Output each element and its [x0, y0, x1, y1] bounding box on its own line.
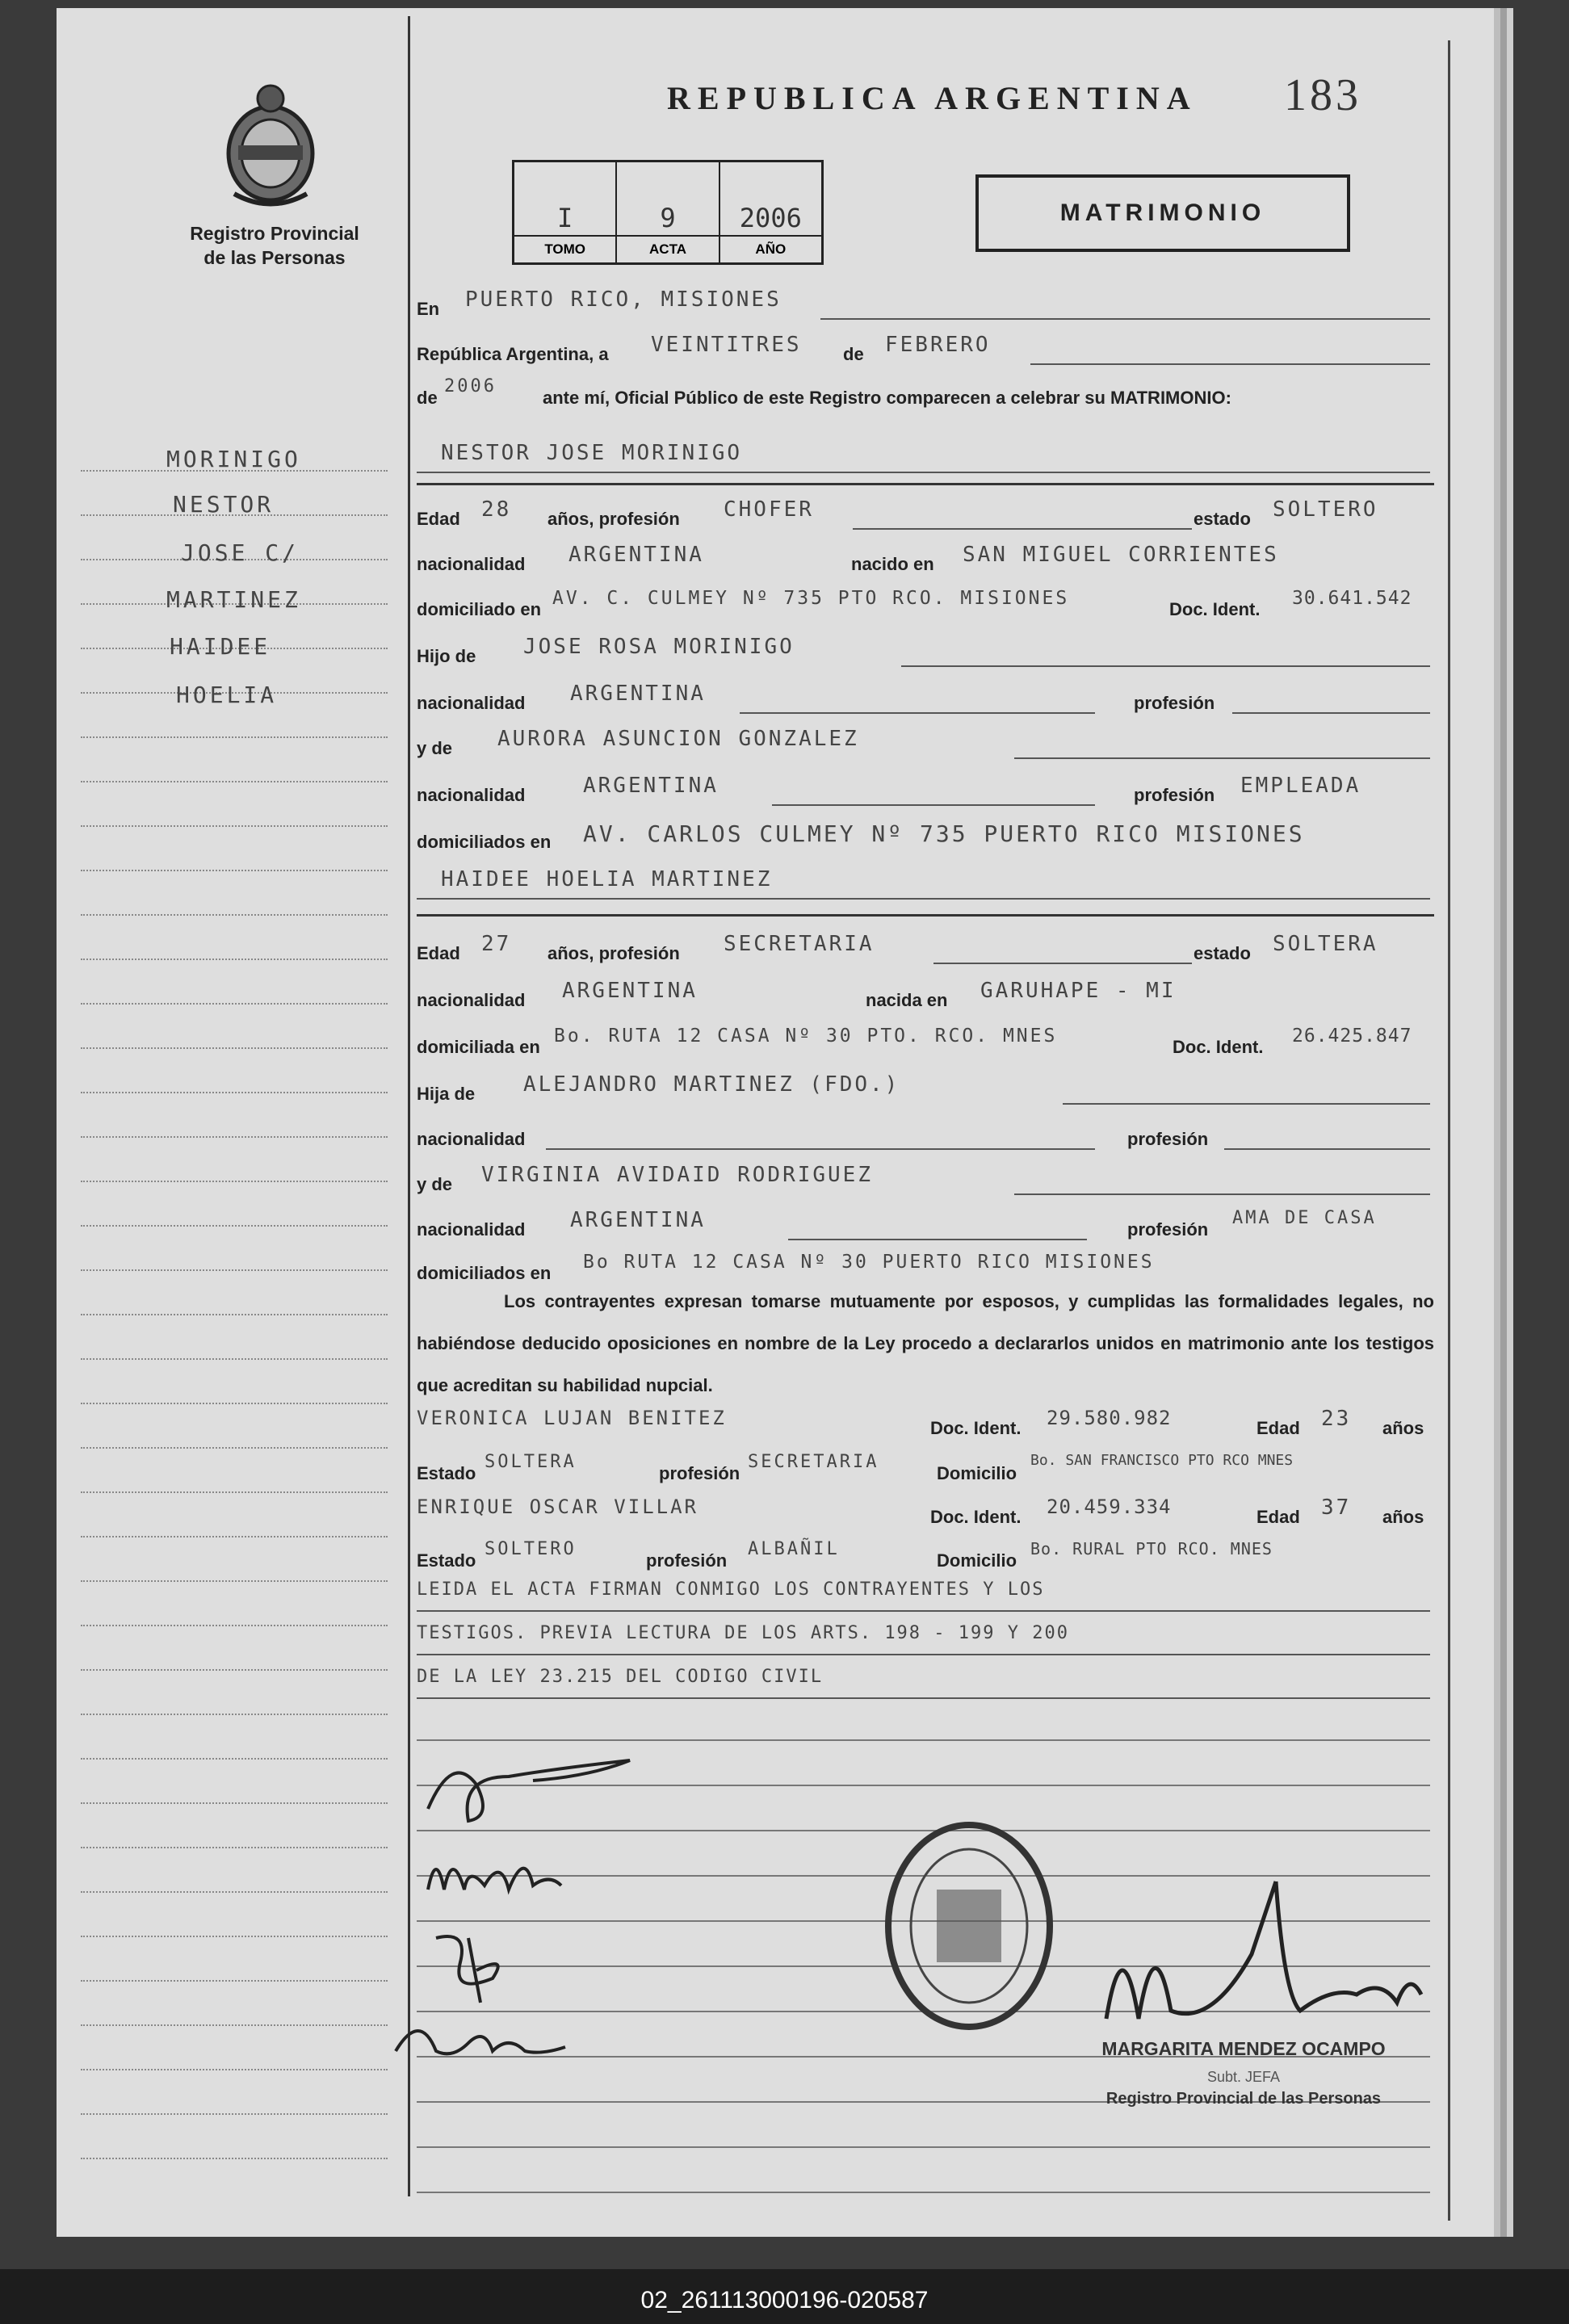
- groom-doc: 30.641.542: [1292, 588, 1412, 609]
- groom-profesion: CHOFER: [724, 497, 814, 522]
- witness1-domicilio: Bo. SAN FRANCISCO PTO RCO MNES: [1030, 1452, 1294, 1469]
- estado-label: Estado: [417, 1463, 476, 1483]
- doc-label: Doc. Ident.: [930, 1507, 1022, 1527]
- month-value: FEBRERO: [885, 333, 991, 357]
- margin-rule: [81, 1401, 388, 1404]
- signature-witness2: [388, 2011, 581, 2075]
- en-label: En: [417, 299, 440, 319]
- profesion-label: profesión: [646, 1550, 728, 1571]
- intro-row-3: [417, 376, 1434, 415]
- bride-father: ALEJANDRO MARTINEZ (FDO.): [523, 1072, 900, 1097]
- edad-label: Edad: [1256, 1507, 1300, 1527]
- groom-row-nac: [417, 543, 1434, 581]
- day-value: VEINTITRES: [651, 333, 802, 357]
- bride-row-padre-nac: [417, 1118, 1434, 1156]
- declaration-text: Los contrayentes expresan tomarse mutuamente por esposos, y cumplidas las formalidades legales, no habiéndose deducido oposiciones en nombre de la Ley procedo a declararlos unidos en matrimonio ante los testigos que acreditan su habilidad nupcial.: [417, 1291, 1434, 1395]
- margin-rule: [81, 1845, 388, 1848]
- bride-mother-prof: AMA DE CASA: [1232, 1208, 1377, 1228]
- bride-separator: [417, 914, 1434, 917]
- witness2-name: ENRIQUE OSCAR VILLAR: [417, 1495, 698, 1518]
- groom-nacionalidad: ARGENTINA: [568, 543, 704, 567]
- margin-rule: [81, 2067, 388, 2070]
- margin-rule: [81, 824, 388, 827]
- tomo-label: TOMO: [514, 235, 615, 262]
- witness2-estado: SOLTERO: [485, 1539, 577, 1559]
- intro-row-1: [417, 287, 1434, 326]
- tomo-cell: [514, 162, 617, 262]
- mother-prof-label: profesión: [1127, 1219, 1209, 1240]
- edad-label: Edad: [1256, 1418, 1300, 1438]
- edad-label: Edad: [417, 943, 460, 963]
- official-seal-icon: [880, 1817, 1058, 2035]
- domiciliados-label: domiciliados en: [417, 1263, 552, 1283]
- margin-rule: [81, 1623, 388, 1626]
- mother-prof-label: profesión: [1134, 785, 1215, 805]
- margin-name-1: MORINIGO: [166, 446, 301, 472]
- acta-cell: [617, 162, 719, 262]
- bride-nacida-en: GARUHAPE - MI: [980, 979, 1177, 1003]
- margin-name-3: JOSE C/: [181, 539, 300, 566]
- margin-rule: [81, 1579, 388, 1582]
- margin-rule: [81, 1223, 388, 1227]
- ante-text: ante mí, Oficial Público de este Registro comparecen a celebrar su MATRIMONIO:: [543, 388, 1231, 408]
- bride-row-madre: [417, 1163, 1434, 1202]
- margin-name-5: HAIDEE: [170, 633, 271, 660]
- signature-witness1: [420, 1922, 541, 2011]
- groom-father: JOSE ROSA MORINIGO: [523, 635, 795, 659]
- mother-nac-label: nacionalidad: [417, 1219, 526, 1240]
- republica-label: República Argentina, a: [417, 344, 609, 364]
- bride-nacionalidad: ARGENTINA: [562, 979, 698, 1003]
- record-id-box: [512, 160, 824, 265]
- margin-rule: [81, 2023, 388, 2026]
- right-border: [1448, 40, 1450, 2221]
- ruled-line: [417, 2146, 1430, 2148]
- scan-caption: 02_261113000196-020587: [640, 2287, 929, 2314]
- anos-profesion-label: años, profesión: [547, 509, 680, 529]
- doc-label: Doc. Ident.: [930, 1418, 1022, 1438]
- margin-divider: [408, 16, 410, 2196]
- groom-row-hijo: [417, 635, 1434, 673]
- ruled-line: [417, 1739, 1430, 1741]
- groom-separator: [417, 483, 1434, 485]
- bride-edad: 27: [481, 932, 512, 956]
- bride-parents-dom: Bo RUTA 12 CASA Nº 30 PUERTO RICO MISIONES: [583, 1252, 1155, 1273]
- groom-row-padres-dom: [417, 820, 1434, 859]
- bride-doc: 26.425.847: [1292, 1026, 1412, 1047]
- witness2-row-1: [417, 1495, 1434, 1534]
- margin-rule: [81, 1534, 388, 1537]
- note-line-3: [417, 1667, 1434, 1705]
- margin-rule: [81, 1801, 388, 1804]
- witness2-edad: 37: [1321, 1495, 1352, 1520]
- note-2: TESTIGOS. PREVIA LECTURA DE LOS ARTS. 198 - 199 Y 200: [417, 1623, 1069, 1643]
- bride-name: HAIDEE HOELIA MARTINEZ: [441, 867, 773, 891]
- registry-line-1: Registro Provincial: [190, 223, 359, 244]
- witness2-row-2: [417, 1539, 1434, 1578]
- margin-rule: [81, 1268, 388, 1271]
- margin-rule: [81, 957, 388, 960]
- registry-line-2: de las Personas: [203, 247, 346, 268]
- doc-label: Doc. Ident.: [1173, 1037, 1264, 1057]
- margin-rule: [81, 1090, 388, 1093]
- margin-rule: [81, 1490, 388, 1493]
- witness1-doc: 29.580.982: [1047, 1407, 1172, 1429]
- margin-rule: [81, 1756, 388, 1760]
- bride-mother-nac: ARGENTINA: [570, 1208, 706, 1232]
- bride-row-madre-nac: [417, 1208, 1434, 1247]
- tomo-value: I: [557, 203, 573, 233]
- signature-bride: [420, 1841, 581, 1914]
- margin-name-6: HOELIA: [176, 682, 278, 708]
- witness1-name: VERONICA LUJAN BENITEZ: [417, 1407, 727, 1429]
- groom-domicilio: AV. C. CULMEY Nº 735 PTO RCO. MISIONES: [552, 588, 1070, 609]
- domicilio-label: Domicilio: [937, 1463, 1017, 1483]
- note-line-1: [417, 1579, 1434, 1618]
- groom-row-dom: [417, 588, 1434, 627]
- anos-label: años: [1382, 1418, 1424, 1438]
- place-value: PUERTO RICO, MISIONES: [465, 287, 782, 312]
- margin-rule: [81, 735, 388, 738]
- profesion-label: profesión: [659, 1463, 740, 1483]
- domicilio-label: Domicilio: [937, 1550, 1017, 1571]
- witness1-profesion: SECRETARIA: [748, 1452, 879, 1472]
- margin-rule: [81, 1978, 388, 1982]
- signature-official: [1090, 1873, 1429, 2043]
- official-org: Registro Provincial de las Personas: [1105, 2090, 1382, 2108]
- folio-number: 183: [1284, 70, 1361, 120]
- father-nac-label: nacionalidad: [417, 1129, 526, 1149]
- estado-label: Estado: [417, 1550, 476, 1571]
- estado-label: estado: [1194, 943, 1251, 963]
- margin-rule: [81, 1890, 388, 1893]
- groom-parents-dom: AV. CARLOS CULMEY Nº 735 PUERTO RICO MISIONES: [583, 820, 1305, 847]
- hija-label: Hija de: [417, 1084, 476, 1104]
- witness1-edad: 23: [1321, 1407, 1352, 1431]
- bride-name-row: [417, 867, 1434, 906]
- margin-name-2: NESTOR: [173, 491, 275, 518]
- margin-rule: [81, 1046, 388, 1049]
- father-nac-label: nacionalidad: [417, 693, 526, 713]
- hijo-label: Hijo de: [417, 646, 476, 666]
- margin-rule: [81, 1667, 388, 1671]
- doc-label: Doc. Ident.: [1169, 599, 1261, 619]
- nacida-label: nacida en: [866, 990, 948, 1010]
- page-title: REPUBLICA ARGENTINA: [667, 80, 1198, 116]
- bride-domicilio: Bo. RUTA 12 CASA Nº 30 PTO. RCO. MNES: [554, 1026, 1058, 1047]
- groom-name: NESTOR JOSE MORINIGO: [441, 441, 743, 465]
- estado-label: estado: [1194, 509, 1251, 529]
- bride-row-hija: [417, 1072, 1434, 1111]
- nacionalidad-label: nacionalidad: [417, 554, 526, 574]
- margin-rule: [81, 2112, 388, 2115]
- witness2-profesion: ALBAÑIL: [748, 1539, 840, 1559]
- witness1-row-2: [417, 1452, 1434, 1491]
- bride-row-dom: [417, 1026, 1434, 1064]
- ano-label: AÑO: [720, 235, 821, 262]
- y-de-label: y de: [417, 1174, 453, 1194]
- margin-rule: [81, 779, 388, 782]
- signature-groom: [420, 1744, 678, 1833]
- groom-name-row: [417, 441, 1434, 480]
- groom-nacido-en: SAN MIGUEL CORRIENTES: [963, 543, 1279, 567]
- de2-label: de: [417, 388, 438, 408]
- de-label: de: [843, 344, 864, 364]
- groom-row-padre-nac: [417, 682, 1434, 720]
- acta-value: 9: [660, 203, 676, 233]
- bride-row-nac: [417, 979, 1434, 1017]
- official-role: Subt. JEFA: [1206, 2069, 1281, 2085]
- witness1-row-1: [417, 1407, 1434, 1445]
- mother-nac-label: nacionalidad: [417, 785, 526, 805]
- note-line-2: [417, 1623, 1434, 1662]
- margin-rule: [81, 1312, 388, 1315]
- margin-rule: [81, 1179, 388, 1182]
- groom-edad: 28: [481, 497, 512, 522]
- margin-name-4: MARTINEZ: [166, 586, 301, 613]
- y-de-label: y de: [417, 738, 453, 758]
- bride-profesion: SECRETARIA: [724, 932, 875, 956]
- ano-value: 2006: [739, 203, 802, 233]
- witness2-domicilio: Bo. RURAL PTO RCO. MNES: [1030, 1539, 1273, 1558]
- coat-of-arms-icon: [218, 81, 323, 210]
- nacido-label: nacido en: [851, 554, 934, 574]
- margin-rule: [81, 1934, 388, 1937]
- margin-rule: [81, 1712, 388, 1715]
- witness1-estado: SOLTERA: [485, 1452, 577, 1472]
- margin-rule: [81, 2156, 388, 2159]
- anos-label: años: [1382, 1507, 1424, 1527]
- margin-rule: [81, 1357, 388, 1360]
- nacionalidad-label: nacionalidad: [417, 990, 526, 1010]
- edad-label: Edad: [417, 509, 460, 529]
- margin-rule: [81, 1445, 388, 1449]
- groom-row-madre: [417, 727, 1434, 766]
- father-prof-label: profesión: [1134, 693, 1215, 713]
- domiciliada-label: domiciliada en: [417, 1037, 540, 1057]
- groom-mother: AURORA ASUNCION GONZALEZ: [497, 727, 859, 751]
- domiciliados-label: domiciliados en: [417, 832, 552, 852]
- ano-cell: [720, 162, 821, 262]
- intro-row-2: [417, 333, 1434, 371]
- bride-row-edad: [417, 932, 1434, 971]
- anos-profesion-label: años, profesión: [547, 943, 680, 963]
- groom-mother-prof: EMPLEADA: [1240, 774, 1361, 798]
- groom-row-madre-nac: [417, 774, 1434, 812]
- bride-estado: SOLTERA: [1273, 932, 1378, 956]
- margin-rule: [81, 868, 388, 871]
- witness2-doc: 20.459.334: [1047, 1495, 1172, 1518]
- note-3: DE LA LEY 23.215 DEL CODIGO CIVIL: [417, 1667, 824, 1687]
- margin-rule: [81, 912, 388, 916]
- year-value: 2006: [444, 376, 497, 396]
- document-type-box: MATRIMONIO: [975, 174, 1350, 252]
- groom-row-edad: [417, 497, 1434, 536]
- groom-estado: SOLTERO: [1273, 497, 1378, 522]
- margin-rule: [81, 1135, 388, 1138]
- official-name: MARGARITA MENDEZ OCAMPO: [1101, 2038, 1386, 2059]
- acta-label: ACTA: [617, 235, 718, 262]
- domiciliado-label: domiciliado en: [417, 599, 542, 619]
- registry-name: [162, 221, 388, 270]
- ruled-line: [417, 2192, 1430, 2193]
- note-1: LEIDA EL ACTA FIRMAN CONMIGO LOS CONTRAYENTES Y LOS: [417, 1579, 1045, 1600]
- groom-father-nac: ARGENTINA: [570, 682, 706, 706]
- bride-mother: VIRGINIA AVIDAID RODRIGUEZ: [481, 1163, 873, 1187]
- margin-rule: [81, 1001, 388, 1005]
- groom-mother-nac: ARGENTINA: [583, 774, 719, 798]
- father-prof-label: profesión: [1127, 1129, 1209, 1149]
